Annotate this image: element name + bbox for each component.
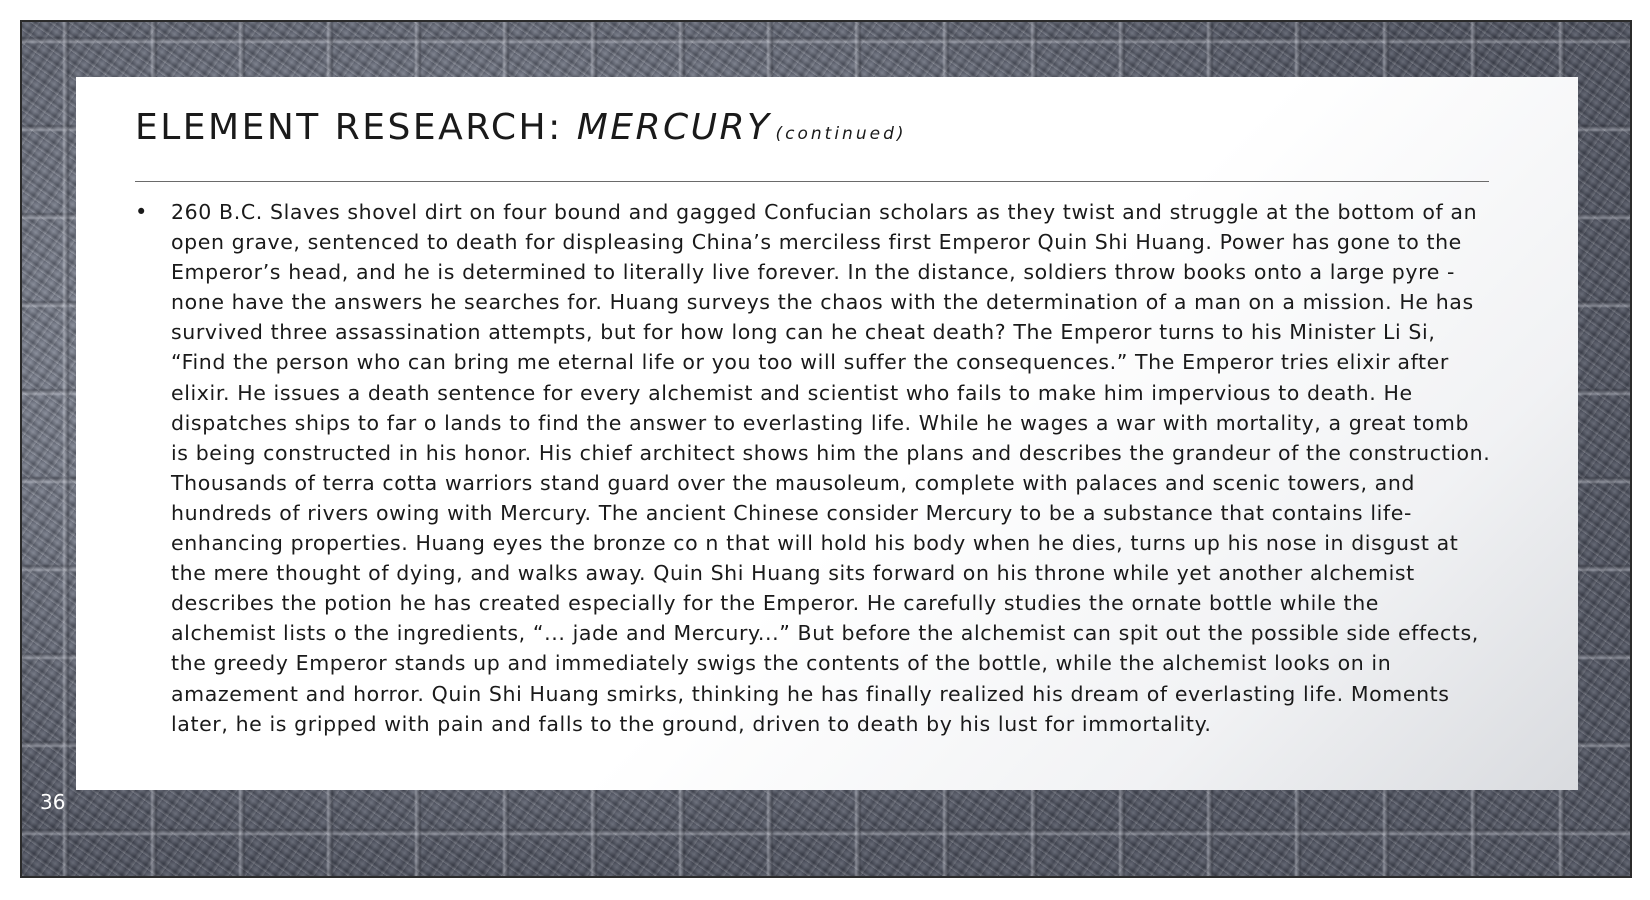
body-paragraph: 260 B.C. Slaves shovel dirt on four bound and gagged Confucian scholars as they twist and struggle at the bottom of an open grave, sentenced to death for displeasing China’s merciless first Emperor Quin Shi Huang. Power has gone to the Emperor’s head, and he is determined to literally live forever. In the distance, soldiers throw books onto a large pyre - none have the answers he searches for. Huang surveys the chaos with the determination of a man on a mission. He has survived three assassination attempts, but for how long can he cheat death? The Emperor turns to his Minister Li Si, “Find the person who can bring me eternal life or you too will suffer the consequences.” The Emperor tries elixir after elixir. He issues a death sentence for every alchemist and scientist who fails to make him impervious to death. He dispatches ships to far o lands to find the answer to everlasting life. While he wages a war with mortality, a great tomb is being constructed in his honor. His chief architect shows him the plans and describes the grandeur of the construction. Thousands of terra cotta warriors stand guard over the mausoleum, complete with palaces and scenic towers, and hundreds of rivers owing with Mercury. The ancient Chinese consider Mercury to be a substance that contains life-enhancing properties. Huang eyes the bronze co n that will hold his body when he dies, turns up his nose in disgust at the mere thought of dying, and walks away. Quin Shi Huang sits forward on his throne while yet another alchemist describes the potion he has created especially for the Emperor. He carefully studies the ornate bottle while the alchemist lists o the ingredients, “... jade and Mercury...” But before the alchemist can spit out the possible side effects, the greedy Emperor stands up and immediately swigs the contents of the bottle, while the alchemist looks on in amazement and horror. Quin Shi Huang smirks, thinking he has finally realized his dream of everlasting life. Moments later, he is gripped with pain and falls to the ground, driven to death by his lust for immortality. xyxy=(171,200,1491,736)
slide-frame xyxy=(20,20,1632,878)
page-title xyxy=(135,107,1489,165)
page-number: 36 xyxy=(40,790,66,814)
title-divider xyxy=(135,181,1489,182)
title-subtitle: (continued) xyxy=(775,124,907,144)
title-element-name: MERCURY xyxy=(576,107,772,148)
list-item xyxy=(135,197,1491,739)
content-card xyxy=(76,77,1578,790)
bullet-marker: • xyxy=(135,200,148,224)
title-main: ELEMENT RESEARCH: xyxy=(135,107,577,148)
